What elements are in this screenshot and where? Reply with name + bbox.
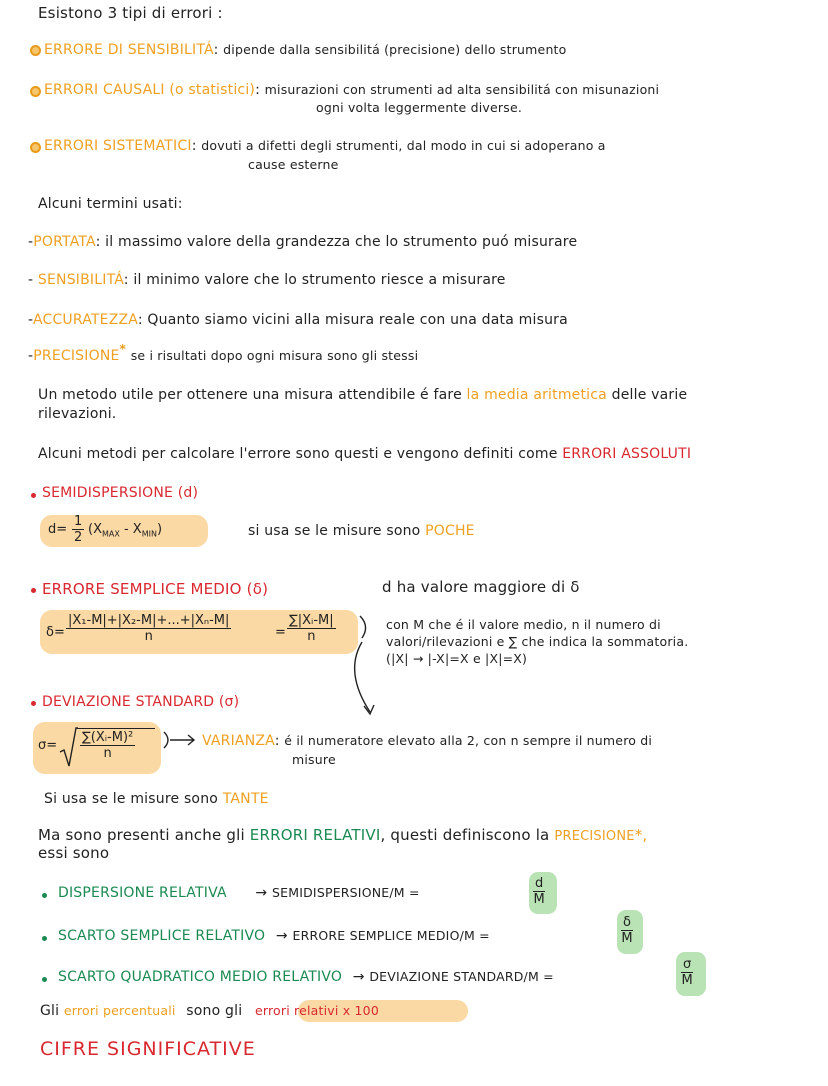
close-text: )	[156, 522, 163, 537]
terms-title: Alcuni termini usati:	[38, 196, 183, 212]
abs-intro-highlight: ERRORI ASSOLUTI	[562, 446, 692, 462]
errore-note-3: (|X| → |-X|=X e |X|=X)	[386, 651, 528, 666]
item-formula: ERRORE SEMPLICE MEDIO/M =	[292, 928, 490, 943]
item-name: SCARTO SEMPLICE RELATIVO	[58, 928, 266, 944]
errore-semplice-side: d ha valore maggiore di δ	[382, 578, 580, 596]
method-before: Un metodo utile per ottenere una misura attendibile é fare	[38, 387, 462, 403]
varianza-label: VARIANZA	[202, 733, 275, 749]
errore-fraction-1	[66, 613, 231, 644]
errore-semplice-title: ERRORE SEMPLICE MEDIO (δ)	[42, 580, 269, 598]
bullet-icon	[42, 936, 47, 941]
method-highlight: la media aritmetica	[466, 387, 607, 403]
note-highlight: POCHE	[425, 523, 475, 539]
type-3-name: ERRORI SISTEMATICI	[44, 138, 192, 154]
perc-highlight-2: errori relativi x 100	[254, 1003, 379, 1018]
term-precisione-desc: se i risultati dopo ogni misura sono gli stessi	[130, 348, 419, 363]
deviazione-title: DEVIAZIONE STANDARD (σ)	[42, 694, 240, 710]
semidispersione-note	[248, 523, 475, 539]
term-sensibilita: - SENSIBILITÁ: il minimo valore che lo strumento riesce a misurare	[28, 272, 506, 288]
term-portata-name: PORTATA	[33, 234, 96, 250]
fraction-num: |X₁-M|+|X₂-M|+...+|Xₙ-M|	[68, 613, 230, 628]
relativo-fraction-2	[621, 915, 633, 946]
bullet-icon	[31, 701, 36, 706]
errore-formula-eq: =	[275, 625, 286, 640]
fraction-den: n	[144, 629, 153, 644]
bullet-icon	[30, 45, 41, 56]
errore-note-2: valori/rilevazioni e ∑ che indica la sommatoria.	[386, 634, 689, 649]
term-accuratezza-desc: Quanto siamo vicini alla misura reale con una data misura	[147, 312, 568, 328]
type-2: ERRORI CAUSALI (o statistici): misurazioni con strumenti ad alta sensibilitá con misunazioni	[44, 82, 660, 98]
errore-note-1: con M che é il valore medio, n il numero di	[386, 617, 661, 632]
relativo-item-1	[58, 885, 420, 901]
bullet-icon	[30, 142, 41, 153]
abs-intro-text: Alcuni metodi per calcolare l'errore sono questi e vengono definiti come	[38, 446, 558, 462]
fraction-num: ∑|Xᵢ-M|	[289, 613, 334, 628]
bullet-icon	[42, 893, 47, 898]
fraction-num: 1	[74, 514, 83, 529]
item-formula: DEVIAZIONE STANDARD/M =	[369, 969, 554, 984]
bullet-icon	[30, 86, 41, 97]
fraction-num: σ	[683, 957, 692, 972]
bullet-icon	[31, 493, 36, 498]
deviazione-lhs: σ=	[38, 738, 58, 753]
rhs-text: (X	[88, 522, 102, 537]
relativo-fraction-3	[681, 957, 693, 988]
minus-text: - X	[119, 522, 142, 537]
type-1-desc: dipende dalla sensibilitá (precisione) dello strumento	[223, 42, 567, 57]
note-highlight: TANTE	[222, 791, 269, 807]
note-text: si usa se le misure sono	[248, 523, 421, 539]
relativi-text-b: , questi definiscono la	[380, 826, 550, 844]
fraction-den: n	[103, 746, 112, 761]
type-2-name: ERRORI CAUSALI (o statistici)	[44, 82, 256, 98]
semidispersione-rhs	[88, 522, 162, 539]
fraction-den: M	[681, 973, 693, 988]
deviazione-fraction	[80, 730, 135, 761]
cifre-title: CIFRE SIGNIFICATIVE	[40, 1038, 256, 1060]
varianza-line: VARIANZA: é il numeratore elevato alla 2, con n sempre il numero di	[202, 733, 653, 749]
relativi-line1	[38, 826, 647, 844]
relativi-mark: *,	[634, 826, 648, 844]
perc-highlight: errori percentuali	[63, 1003, 176, 1018]
fraction-den: M	[533, 892, 545, 907]
term-accuratezza-name: ACCURATEZZA	[32, 312, 138, 328]
intro-text: Esistono 3 tipi di errori :	[38, 4, 223, 22]
bracket-arrow-icon	[340, 612, 390, 722]
type-3: ERRORI SISTEMATICI: dovuti a difetti degli strumenti, dal modo in cui si adoperano a	[44, 138, 606, 154]
semidispersione-title: SEMIDISPERSIONE (d)	[42, 485, 199, 501]
term-portata-desc: il massimo valore della grandezza che lo strumento puó misurare	[105, 234, 578, 250]
asterisk-mark: *	[119, 342, 127, 356]
arrow-glyph: →	[275, 928, 288, 944]
term-accuratezza: -ACCURATEZZA: Quanto siamo vicini alla misura reale con una data misura	[28, 312, 568, 328]
fraction-num: d	[535, 876, 544, 891]
sub-max: MAX	[101, 529, 120, 539]
percentuali-line	[40, 1003, 379, 1019]
method-line1	[38, 387, 687, 403]
deviazione-note	[44, 791, 269, 807]
item-formula: SEMIDISPERSIONE/M =	[272, 885, 420, 900]
arrow-glyph: →	[255, 885, 268, 901]
type-2-desc-line1: misurazioni con strumenti ad alta sensibilitá con misunazioni	[264, 82, 660, 97]
term-precisione-name: PRECISIONE	[33, 348, 120, 364]
abs-intro	[38, 446, 691, 462]
varianza-desc: é il numeratore elevato alla 2, con n sempre il numero di	[284, 733, 653, 748]
note-text: Si usa se le misure sono	[44, 791, 219, 807]
formula-lhs: d=	[48, 522, 68, 537]
term-portata: -PORTATA: il massimo valore della grandezza che lo strumento puó misurare	[28, 234, 578, 250]
type-1-name: ERRORE DI SENSIBILITÁ	[44, 42, 214, 58]
perc-text-b: sono gli	[186, 1003, 243, 1019]
type-3-desc-line2: cause esterne	[248, 157, 339, 172]
item-name: DISPERSIONE RELATIVA	[58, 885, 227, 901]
term-sensibilita-desc: il minimo valore che lo strumento riesce a misurare	[133, 272, 506, 288]
type-1: ERRORE DI SENSIBILITÁ: dipende dalla sensibilitá (precisione) dello strumento	[44, 42, 567, 58]
bullet-icon	[42, 977, 47, 982]
fraction-den: n	[307, 629, 316, 644]
fraction-den: 2	[74, 530, 83, 545]
relativi-highlight: ERRORI RELATIVI	[249, 826, 381, 844]
sub-min: MIN	[141, 529, 157, 539]
type-3-desc-line1: dovuti a difetti degli strumenti, dal modo in cui si adoperano a	[201, 138, 606, 153]
term-sensibilita-name: SENSIBILITÁ	[37, 272, 124, 288]
errore-fraction-2	[287, 613, 336, 644]
fraction-den: M	[621, 931, 633, 946]
type-2-desc-line2: ogni volta leggermente diverse.	[316, 100, 523, 115]
errore-formula-lhs: δ=	[46, 625, 65, 640]
relativo-fraction-1	[533, 876, 545, 907]
sqrt-bar	[77, 728, 155, 729]
relativo-item-3	[58, 969, 554, 985]
arrow-icon	[162, 730, 202, 750]
item-name: SCARTO QUADRATICO MEDIO RELATIVO	[58, 969, 343, 985]
varianza-desc-2: misure	[292, 752, 336, 767]
term-precisione: -PRECISIONE* se i risultati dopo ogni misura sono gli stessi	[28, 342, 419, 364]
method-after: delle varie	[611, 387, 688, 403]
sqrt-icon	[58, 726, 78, 770]
fraction-num: δ	[623, 915, 631, 930]
perc-text-a: Gli	[40, 1003, 60, 1019]
fraction-num: ∑(Xᵢ-M)²	[82, 730, 134, 745]
relativi-line2: essi sono	[38, 844, 110, 862]
semidispersione-fraction	[72, 514, 84, 545]
semidispersione-formula	[48, 522, 67, 537]
arrow-glyph: →	[352, 969, 365, 985]
relativi-highlight-2: PRECISIONE	[554, 829, 635, 844]
relativo-item-2	[58, 928, 490, 944]
bullet-icon	[31, 588, 36, 593]
relativi-text-a: Ma sono presenti anche gli	[38, 826, 245, 844]
method-line2: rilevazioni.	[38, 406, 117, 422]
